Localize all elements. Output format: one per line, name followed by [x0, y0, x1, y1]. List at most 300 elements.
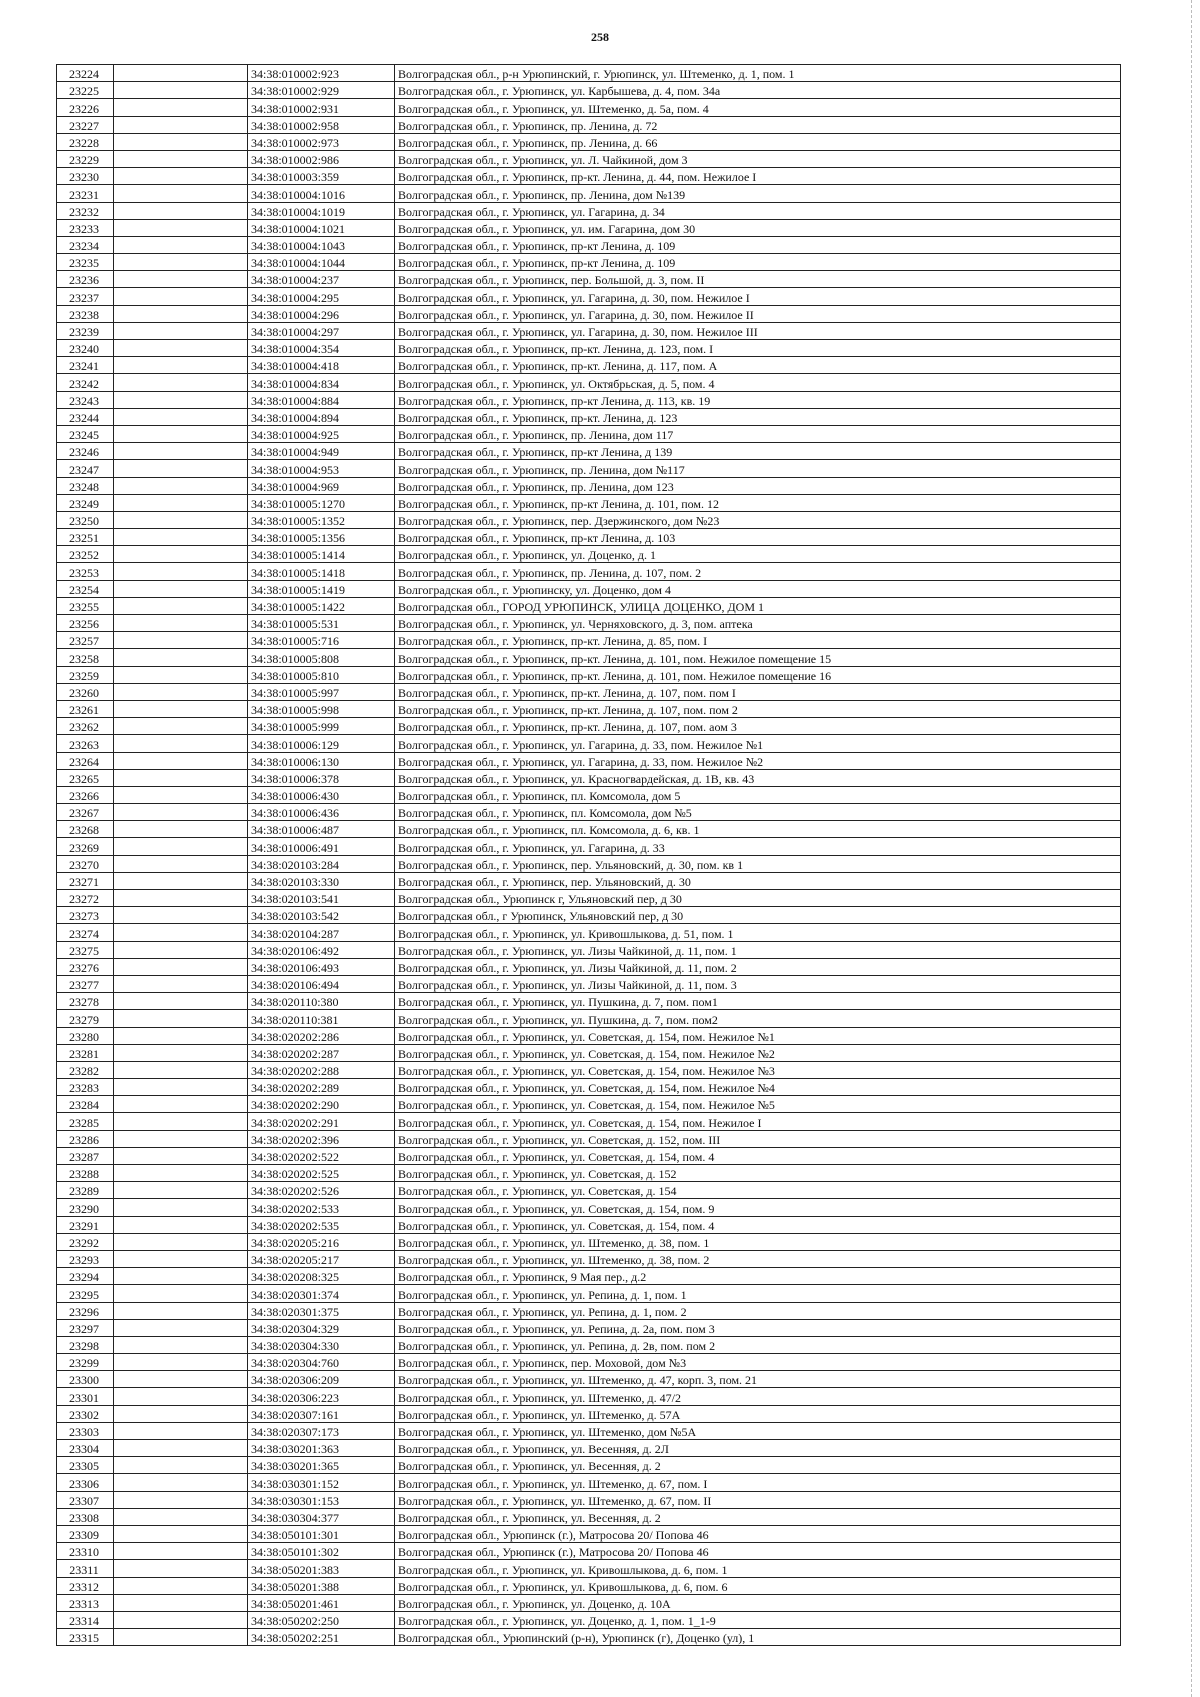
address-cell: Волгоградская обл., г. Урюпинск, ул. Советская, д. 154, пом. Нежилое №3 — [395, 1061, 1121, 1078]
table-row — [57, 1165, 1121, 1182]
address-cell: Волгоградская обл., г. Урюпинск, ул. Гагарина, д. 30, пом. Нежилое III — [395, 322, 1121, 339]
row-number-cell: 23250 — [57, 511, 114, 528]
address-cell: Волгоградская обл., г. Урюпинск, ул. Репина, д. 2а, пом. пом 3 — [395, 1319, 1121, 1336]
row-number-cell: 23298 — [57, 1336, 114, 1353]
cadastral-number-cell: 34:38:010004:1043 — [248, 236, 395, 253]
table-row — [57, 236, 1121, 253]
cadastral-number-cell: 34:38:020202:396 — [248, 1130, 395, 1147]
cadastral-number-cell: 34:38:020202:287 — [248, 1044, 395, 1061]
cadastral-number-cell: 34:38:020202:522 — [248, 1147, 395, 1164]
address-cell: Волгоградская обл., г. Урюпинск, пр-кт Ленина, д. 103 — [395, 529, 1121, 546]
cadastral-number-cell: 34:38:020304:329 — [248, 1319, 395, 1336]
empty-cell — [114, 683, 248, 700]
empty-cell — [114, 1079, 248, 1096]
table-row — [57, 99, 1121, 116]
row-number-cell: 23225 — [57, 82, 114, 99]
row-number-cell: 23253 — [57, 563, 114, 580]
empty-cell — [114, 941, 248, 958]
table-row — [57, 1577, 1121, 1594]
empty-cell — [114, 511, 248, 528]
empty-cell — [114, 1577, 248, 1594]
cadastral-number-cell: 34:38:010004:354 — [248, 340, 395, 357]
empty-cell — [114, 219, 248, 236]
empty-cell — [114, 1594, 248, 1611]
row-number-cell: 23237 — [57, 288, 114, 305]
table-row — [57, 408, 1121, 425]
row-number-cell: 23279 — [57, 1010, 114, 1027]
address-cell: Волгоградская обл., г. Урюпинск, пр-кт. Ленина, д. 101, пом. Нежилое помещение 16 — [395, 666, 1121, 683]
row-number-cell: 23312 — [57, 1577, 114, 1594]
row-number-cell: 23281 — [57, 1044, 114, 1061]
empty-cell — [114, 563, 248, 580]
row-number-cell: 23259 — [57, 666, 114, 683]
cadastral-number-cell: 34:38:020306:209 — [248, 1371, 395, 1388]
cadastral-number-cell: 34:38:020104:287 — [248, 924, 395, 941]
row-number-cell: 23292 — [57, 1233, 114, 1250]
cadastral-number-cell: 34:38:020202:291 — [248, 1113, 395, 1130]
cadastral-number-cell: 34:38:010005:1414 — [248, 546, 395, 563]
cadastral-number-cell: 34:38:020103:284 — [248, 855, 395, 872]
row-number-cell: 23240 — [57, 340, 114, 357]
cadastral-number-cell: 34:38:020106:494 — [248, 975, 395, 992]
cadastral-number-cell: 34:38:010004:1016 — [248, 185, 395, 202]
address-cell: Волгоградская обл., г. Урюпинск, пр. Ленина, дом №139 — [395, 185, 1121, 202]
cadastral-number-cell: 34:38:010006:430 — [248, 786, 395, 803]
table-row — [57, 1216, 1121, 1233]
empty-cell — [114, 271, 248, 288]
empty-cell — [114, 855, 248, 872]
row-number-cell: 23228 — [57, 133, 114, 150]
empty-cell — [114, 1302, 248, 1319]
address-cell: Волгоградская обл., г. Урюпинск, 9 Мая пер., д.2 — [395, 1268, 1121, 1285]
table-row — [57, 168, 1121, 185]
address-cell: Волгоградская обл., г. Урюпинск, пер. Дзержинского, дом №23 — [395, 511, 1121, 528]
cadastral-number-cell: 34:38:010005:810 — [248, 666, 395, 683]
table-row — [57, 700, 1121, 717]
address-cell: Волгоградская обл., г. Урюпинск, ул. Штеменко, д. 38, пом. 2 — [395, 1250, 1121, 1267]
address-cell: Волгоградская обл., г. Урюпинск, пр-кт Ленина, д 139 — [395, 443, 1121, 460]
table-row — [57, 563, 1121, 580]
row-number-cell: 23231 — [57, 185, 114, 202]
empty-cell — [114, 1250, 248, 1267]
cadastral-number-cell: 34:38:010005:998 — [248, 700, 395, 717]
table-row — [57, 769, 1121, 786]
row-number-cell: 23311 — [57, 1560, 114, 1577]
row-number-cell: 23276 — [57, 958, 114, 975]
address-cell: Волгоградская обл., г. Урюпинск, пр. Ленина, д. 72 — [395, 116, 1121, 133]
empty-cell — [114, 1027, 248, 1044]
row-number-cell: 23305 — [57, 1457, 114, 1474]
empty-cell — [114, 615, 248, 632]
cadastral-number-cell: 34:38:020202:286 — [248, 1027, 395, 1044]
row-number-cell: 23285 — [57, 1113, 114, 1130]
table-row — [57, 1061, 1121, 1078]
empty-cell — [114, 1336, 248, 1353]
table-row — [57, 683, 1121, 700]
address-cell: Волгоградская обл., г. Урюпинск, ул. им. Гагарина, дом 30 — [395, 219, 1121, 236]
cadastral-number-cell: 34:38:020307:173 — [248, 1422, 395, 1439]
row-number-cell: 23252 — [57, 546, 114, 563]
row-number-cell: 23278 — [57, 993, 114, 1010]
empty-cell — [114, 1508, 248, 1525]
empty-cell — [114, 838, 248, 855]
table-row — [57, 202, 1121, 219]
table-row — [57, 718, 1121, 735]
row-number-cell: 23244 — [57, 408, 114, 425]
empty-cell — [114, 975, 248, 992]
cadastral-number-cell: 34:38:010005:716 — [248, 632, 395, 649]
address-cell: Волгоградская обл., г. Урюпинск, пр-кт. Ленина, д. 44, пом. Нежилое I — [395, 168, 1121, 185]
table-row — [57, 993, 1121, 1010]
empty-cell — [114, 804, 248, 821]
address-cell: Волгоградская обл., г. Урюпинск, ул. Доценко, д. 1 — [395, 546, 1121, 563]
table-row — [57, 340, 1121, 357]
empty-cell — [114, 1371, 248, 1388]
address-cell: Волгоградская обл., г. Урюпинск, пл. Комсомола, дом 5 — [395, 786, 1121, 803]
cadastral-number-cell: 34:38:030301:152 — [248, 1474, 395, 1491]
table-row — [57, 649, 1121, 666]
table-row — [57, 391, 1121, 408]
table-row — [57, 1079, 1121, 1096]
row-number-cell: 23267 — [57, 804, 114, 821]
registry-table-body — [57, 65, 1121, 1646]
empty-cell — [114, 340, 248, 357]
address-cell: Волгоградская обл., г. Урюпинск, ул. Л. Чайкиной, дом 3 — [395, 150, 1121, 167]
row-number-cell: 23239 — [57, 322, 114, 339]
table-row — [57, 1285, 1121, 1302]
row-number-cell: 23299 — [57, 1354, 114, 1371]
table-row — [57, 1147, 1121, 1164]
table-row — [57, 1388, 1121, 1405]
table-row — [57, 1371, 1121, 1388]
address-cell: Волгоградская обл., г. Урюпинск, пр-кт. Ленина, д. 101, пом. Нежилое помещение 15 — [395, 649, 1121, 666]
cadastral-number-cell: 34:38:010004:1021 — [248, 219, 395, 236]
row-number-cell: 23247 — [57, 460, 114, 477]
row-number-cell: 23297 — [57, 1319, 114, 1336]
registry-table — [56, 64, 1121, 1646]
address-cell: Волгоградская обл., г. Урюпинск, пр-кт. Ленина, д. 123 — [395, 408, 1121, 425]
row-number-cell: 23273 — [57, 907, 114, 924]
row-number-cell: 23260 — [57, 683, 114, 700]
address-cell: Волгоградская обл., г. Урюпинск, ул. Гагарина, д. 30, пом. Нежилое I — [395, 288, 1121, 305]
table-row — [57, 1319, 1121, 1336]
empty-cell — [114, 1113, 248, 1130]
empty-cell — [114, 597, 248, 614]
cadastral-number-cell: 34:38:010004:894 — [248, 408, 395, 425]
address-cell: Волгоградская обл., ГОРОД УРЮПИНСК, УЛИЦА ДОЦЕНКО, ДОМ 1 — [395, 597, 1121, 614]
empty-cell — [114, 1457, 248, 1474]
address-cell: Волгоградская обл., г. Урюпинск, ул. Гагарина, д. 30, пом. Нежилое II — [395, 305, 1121, 322]
table-row — [57, 1611, 1121, 1628]
empty-cell — [114, 632, 248, 649]
cadastral-number-cell: 34:38:030304:377 — [248, 1508, 395, 1525]
cadastral-number-cell: 34:38:010004:1019 — [248, 202, 395, 219]
table-row — [57, 1440, 1121, 1457]
address-cell: Волгоградская обл., г. Урюпинск, пр. Ленина, дом 117 — [395, 425, 1121, 442]
address-cell: Волгоградская обл., г. Урюпинск, ул. Штеменко, д. 47/2 — [395, 1388, 1121, 1405]
cadastral-number-cell: 34:38:020106:493 — [248, 958, 395, 975]
row-number-cell: 23277 — [57, 975, 114, 992]
address-cell: Волгоградская обл., г. Урюпинск, ул. Гагарина, д. 33, пом. Нежилое №1 — [395, 735, 1121, 752]
address-cell: Волгоградская обл., г. Урюпинск, пр. Ленина, д. 66 — [395, 133, 1121, 150]
table-row — [57, 786, 1121, 803]
address-cell: Волгоградская обл., г. Урюпинск, ул. Советская, д. 154, пом. 9 — [395, 1199, 1121, 1216]
address-cell: Волгоградская обл., г. Урюпинск, пр-кт. Ленина, д. 117, пом. А — [395, 357, 1121, 374]
empty-cell — [114, 150, 248, 167]
empty-cell — [114, 460, 248, 477]
empty-cell — [114, 1044, 248, 1061]
cadastral-number-cell: 34:38:010004:237 — [248, 271, 395, 288]
empty-cell — [114, 254, 248, 271]
table-row — [57, 65, 1121, 82]
table-row — [57, 907, 1121, 924]
address-cell: Волгоградская обл., г. Урюпинск, ул. Кривошлыкова, д. 51, пом. 1 — [395, 924, 1121, 941]
cadastral-number-cell: 34:38:020103:541 — [248, 890, 395, 907]
table-row — [57, 477, 1121, 494]
row-number-cell: 23283 — [57, 1079, 114, 1096]
empty-cell — [114, 391, 248, 408]
cadastral-number-cell: 34:38:010005:1419 — [248, 580, 395, 597]
row-number-cell: 23270 — [57, 855, 114, 872]
table-row — [57, 872, 1121, 889]
cadastral-number-cell: 34:38:010005:808 — [248, 649, 395, 666]
row-number-cell: 23254 — [57, 580, 114, 597]
table-row — [57, 425, 1121, 442]
empty-cell — [114, 443, 248, 460]
cadastral-number-cell: 34:38:010005:999 — [248, 718, 395, 735]
empty-cell — [114, 769, 248, 786]
cadastral-number-cell: 34:38:010005:1356 — [248, 529, 395, 546]
cadastral-number-cell: 34:38:010005:531 — [248, 615, 395, 632]
row-number-cell: 23230 — [57, 168, 114, 185]
row-number-cell: 23287 — [57, 1147, 114, 1164]
empty-cell — [114, 1474, 248, 1491]
cadastral-number-cell: 34:38:020202:535 — [248, 1216, 395, 1233]
row-number-cell: 23257 — [57, 632, 114, 649]
row-number-cell: 23272 — [57, 890, 114, 907]
address-cell: Волгоградская обл., г. Урюпинск, ул. Советская, д. 154, пом. Нежилое №1 — [395, 1027, 1121, 1044]
address-cell: Волгоградская обл., г. Урюпинск, ул. Советская, д. 152 — [395, 1165, 1121, 1182]
address-cell: Волгоградская обл., г. Урюпинск, ул. Карбышева, д. 4, пом. 34а — [395, 82, 1121, 99]
table-row — [57, 511, 1121, 528]
address-cell: Волгоградская обл., г. Урюпинск, пл. Комсомола, д. 6, кв. 1 — [395, 821, 1121, 838]
address-cell: Волгоградская обл., г. Урюпинск, пр-кт Ленина, д. 109 — [395, 236, 1121, 253]
empty-cell — [114, 1096, 248, 1113]
address-cell: Волгоградская обл., г. Урюпинск, ул. Доценко, д. 10А — [395, 1594, 1121, 1611]
cadastral-number-cell: 34:38:010002:931 — [248, 99, 395, 116]
row-number-cell: 23315 — [57, 1629, 114, 1646]
row-number-cell: 23265 — [57, 769, 114, 786]
row-number-cell: 23262 — [57, 718, 114, 735]
row-number-cell: 23263 — [57, 735, 114, 752]
cadastral-number-cell: 34:38:020208:325 — [248, 1268, 395, 1285]
row-number-cell: 23280 — [57, 1027, 114, 1044]
address-cell: Волгоградская обл., г. Урюпинск, ул. Репина, д. 2в, пом. пом 2 — [395, 1336, 1121, 1353]
empty-cell — [114, 305, 248, 322]
empty-cell — [114, 718, 248, 735]
table-row — [57, 1354, 1121, 1371]
table-row — [57, 219, 1121, 236]
row-number-cell: 23301 — [57, 1388, 114, 1405]
address-cell: Волгоградская обл., г. Урюпинск, ул. Советская, д. 154, пом. Нежилое №5 — [395, 1096, 1121, 1113]
address-cell: Волгоградская обл., г. Урюпинск, ул. Советская, д. 154, пом. Нежилое I — [395, 1113, 1121, 1130]
empty-cell — [114, 1233, 248, 1250]
empty-cell — [114, 1440, 248, 1457]
address-cell: Волгоградская обл., г. Урюпинск, ул. Лизы Чайкиной, д. 11, пом. 2 — [395, 958, 1121, 975]
table-row — [57, 1474, 1121, 1491]
cadastral-number-cell: 34:38:010005:1418 — [248, 563, 395, 580]
empty-cell — [114, 116, 248, 133]
address-cell: Волгоградская обл., г. Урюпинск, пл. Комсомола, дом №5 — [395, 804, 1121, 821]
empty-cell — [114, 1199, 248, 1216]
table-row — [57, 254, 1121, 271]
cadastral-number-cell: 34:38:010004:949 — [248, 443, 395, 460]
cadastral-number-cell: 34:38:050201:388 — [248, 1577, 395, 1594]
table-row — [57, 924, 1121, 941]
cadastral-number-cell: 34:38:010002:923 — [248, 65, 395, 82]
table-row — [57, 597, 1121, 614]
empty-cell — [114, 133, 248, 150]
row-number-cell: 23235 — [57, 254, 114, 271]
cadastral-number-cell: 34:38:020202:525 — [248, 1165, 395, 1182]
empty-cell — [114, 580, 248, 597]
address-cell: Волгоградская обл., г. Урюпинск, ул. Советская, д. 154, пом. Нежилое №2 — [395, 1044, 1121, 1061]
cadastral-number-cell: 34:38:010004:969 — [248, 477, 395, 494]
row-number-cell: 23246 — [57, 443, 114, 460]
cadastral-number-cell: 34:38:050101:301 — [248, 1525, 395, 1542]
table-row — [57, 1044, 1121, 1061]
cadastral-number-cell: 34:38:010004:953 — [248, 460, 395, 477]
empty-cell — [114, 649, 248, 666]
table-row — [57, 150, 1121, 167]
table-row — [57, 322, 1121, 339]
cadastral-number-cell: 34:38:010005:1422 — [248, 597, 395, 614]
address-cell: Волгоградская обл., г. Урюпинск, пр-кт Ленина, д. 101, пом. 12 — [395, 494, 1121, 511]
cadastral-number-cell: 34:38:020202:289 — [248, 1079, 395, 1096]
cadastral-number-cell: 34:38:020202:533 — [248, 1199, 395, 1216]
table-row — [57, 666, 1121, 683]
address-cell: Волгоградская обл., г. Урюпинск, ул. Пушкина, д. 7, пом. пом2 — [395, 1010, 1121, 1027]
table-row — [57, 1525, 1121, 1542]
cadastral-number-cell: 34:38:030201:365 — [248, 1457, 395, 1474]
table-row — [57, 580, 1121, 597]
address-cell: Волгоградская обл., Урюпинский (р-н), Урюпинск (г), Доценко (ул), 1 — [395, 1629, 1121, 1646]
cadastral-number-cell: 34:38:010002:958 — [248, 116, 395, 133]
address-cell: Волгоградская обл., г. Урюпинск, пр-кт. Ленина, д. 107, пом. пом I — [395, 683, 1121, 700]
row-number-cell: 23255 — [57, 597, 114, 614]
row-number-cell: 23248 — [57, 477, 114, 494]
row-number-cell: 23229 — [57, 150, 114, 167]
empty-cell — [114, 185, 248, 202]
address-cell: Волгоградская обл., Урюпинск г, Ульяновский пер, д 30 — [395, 890, 1121, 907]
table-row — [57, 374, 1121, 391]
address-cell: Волгоградская обл., г. Урюпинск, ул. Советская, д. 154, пом. 4 — [395, 1216, 1121, 1233]
empty-cell — [114, 1422, 248, 1439]
table-row — [57, 752, 1121, 769]
address-cell: Волгоградская обл., г. Урюпинск, ул. Советская, д. 152, пом. III — [395, 1130, 1121, 1147]
cadastral-number-cell: 34:38:030301:153 — [248, 1491, 395, 1508]
row-number-cell: 23269 — [57, 838, 114, 855]
cadastral-number-cell: 34:38:010003:359 — [248, 168, 395, 185]
row-number-cell: 23227 — [57, 116, 114, 133]
cadastral-number-cell: 34:38:020106:492 — [248, 941, 395, 958]
table-row — [57, 1491, 1121, 1508]
address-cell: Волгоградская обл., г. Урюпинск, ул. Советская, д. 154 — [395, 1182, 1121, 1199]
cadastral-number-cell: 34:38:010004:418 — [248, 357, 395, 374]
empty-cell — [114, 236, 248, 253]
cadastral-number-cell: 34:38:020202:290 — [248, 1096, 395, 1113]
cadastral-number-cell: 34:38:010004:925 — [248, 425, 395, 442]
cadastral-number-cell: 34:38:020307:161 — [248, 1405, 395, 1422]
table-row — [57, 735, 1121, 752]
cadastral-number-cell: 34:38:010002:973 — [248, 133, 395, 150]
empty-cell — [114, 890, 248, 907]
table-row — [57, 1422, 1121, 1439]
cadastral-number-cell: 34:38:050101:302 — [248, 1543, 395, 1560]
empty-cell — [114, 1268, 248, 1285]
address-cell: Волгоградская обл., г. Урюпинск, ул. Штеменко, д. 5а, пом. 4 — [395, 99, 1121, 116]
cadastral-number-cell: 34:38:020306:223 — [248, 1388, 395, 1405]
address-cell: Волгоградская обл., г. Урюпинск, пер. Моховой, дом №3 — [395, 1354, 1121, 1371]
table-row — [57, 185, 1121, 202]
table-row — [57, 941, 1121, 958]
row-number-cell: 23232 — [57, 202, 114, 219]
table-row — [57, 357, 1121, 374]
cadastral-number-cell: 34:38:010006:487 — [248, 821, 395, 838]
cadastral-number-cell: 34:38:050201:461 — [248, 1594, 395, 1611]
row-number-cell: 23304 — [57, 1440, 114, 1457]
empty-cell — [114, 907, 248, 924]
table-row — [57, 1560, 1121, 1577]
table-row — [57, 529, 1121, 546]
empty-cell — [114, 529, 248, 546]
cadastral-number-cell: 34:38:010004:297 — [248, 322, 395, 339]
address-cell: Волгоградская обл., г. Урюпинск, ул. Советская, д. 154, пом. Нежилое №4 — [395, 1079, 1121, 1096]
table-row — [57, 1336, 1121, 1353]
table-row — [57, 615, 1121, 632]
row-number-cell: 23310 — [57, 1543, 114, 1560]
row-number-cell: 23264 — [57, 752, 114, 769]
row-number-cell: 23251 — [57, 529, 114, 546]
empty-cell — [114, 958, 248, 975]
empty-cell — [114, 168, 248, 185]
cadastral-number-cell: 34:38:020304:330 — [248, 1336, 395, 1353]
address-cell: Волгоградская обл., г. Урюпинск, ул. Кривошлыкова, д. 6, пом. 1 — [395, 1560, 1121, 1577]
address-cell: Волгоградская обл., г. Урюпинск, пр-кт. Ленина, д. 107, пом. аом 3 — [395, 718, 1121, 735]
row-number-cell: 23271 — [57, 872, 114, 889]
cadastral-number-cell: 34:38:020202:526 — [248, 1182, 395, 1199]
cadastral-number-cell: 34:38:050201:383 — [248, 1560, 395, 1577]
empty-cell — [114, 752, 248, 769]
address-cell: Волгоградская обл., г. Урюпинск, ул. Пушкина, д. 7, пом. пом1 — [395, 993, 1121, 1010]
cadastral-number-cell: 34:38:020301:374 — [248, 1285, 395, 1302]
table-row — [57, 1096, 1121, 1113]
cadastral-number-cell: 34:38:010005:997 — [248, 683, 395, 700]
empty-cell — [114, 821, 248, 838]
row-number-cell: 23293 — [57, 1250, 114, 1267]
empty-cell — [114, 65, 248, 82]
table-row — [57, 1268, 1121, 1285]
row-number-cell: 23294 — [57, 1268, 114, 1285]
table-row — [57, 804, 1121, 821]
address-cell: Волгоградская обл., г. Урюпинск, ул. Гагарина, д. 33, пом. Нежилое №2 — [395, 752, 1121, 769]
empty-cell — [114, 872, 248, 889]
row-number-cell: 23233 — [57, 219, 114, 236]
address-cell: Волгоградская обл., г. Урюпинск, ул. Кривошлыкова, д. 6, пом. 6 — [395, 1577, 1121, 1594]
table-row — [57, 1199, 1121, 1216]
empty-cell — [114, 1319, 248, 1336]
row-number-cell: 23314 — [57, 1611, 114, 1628]
